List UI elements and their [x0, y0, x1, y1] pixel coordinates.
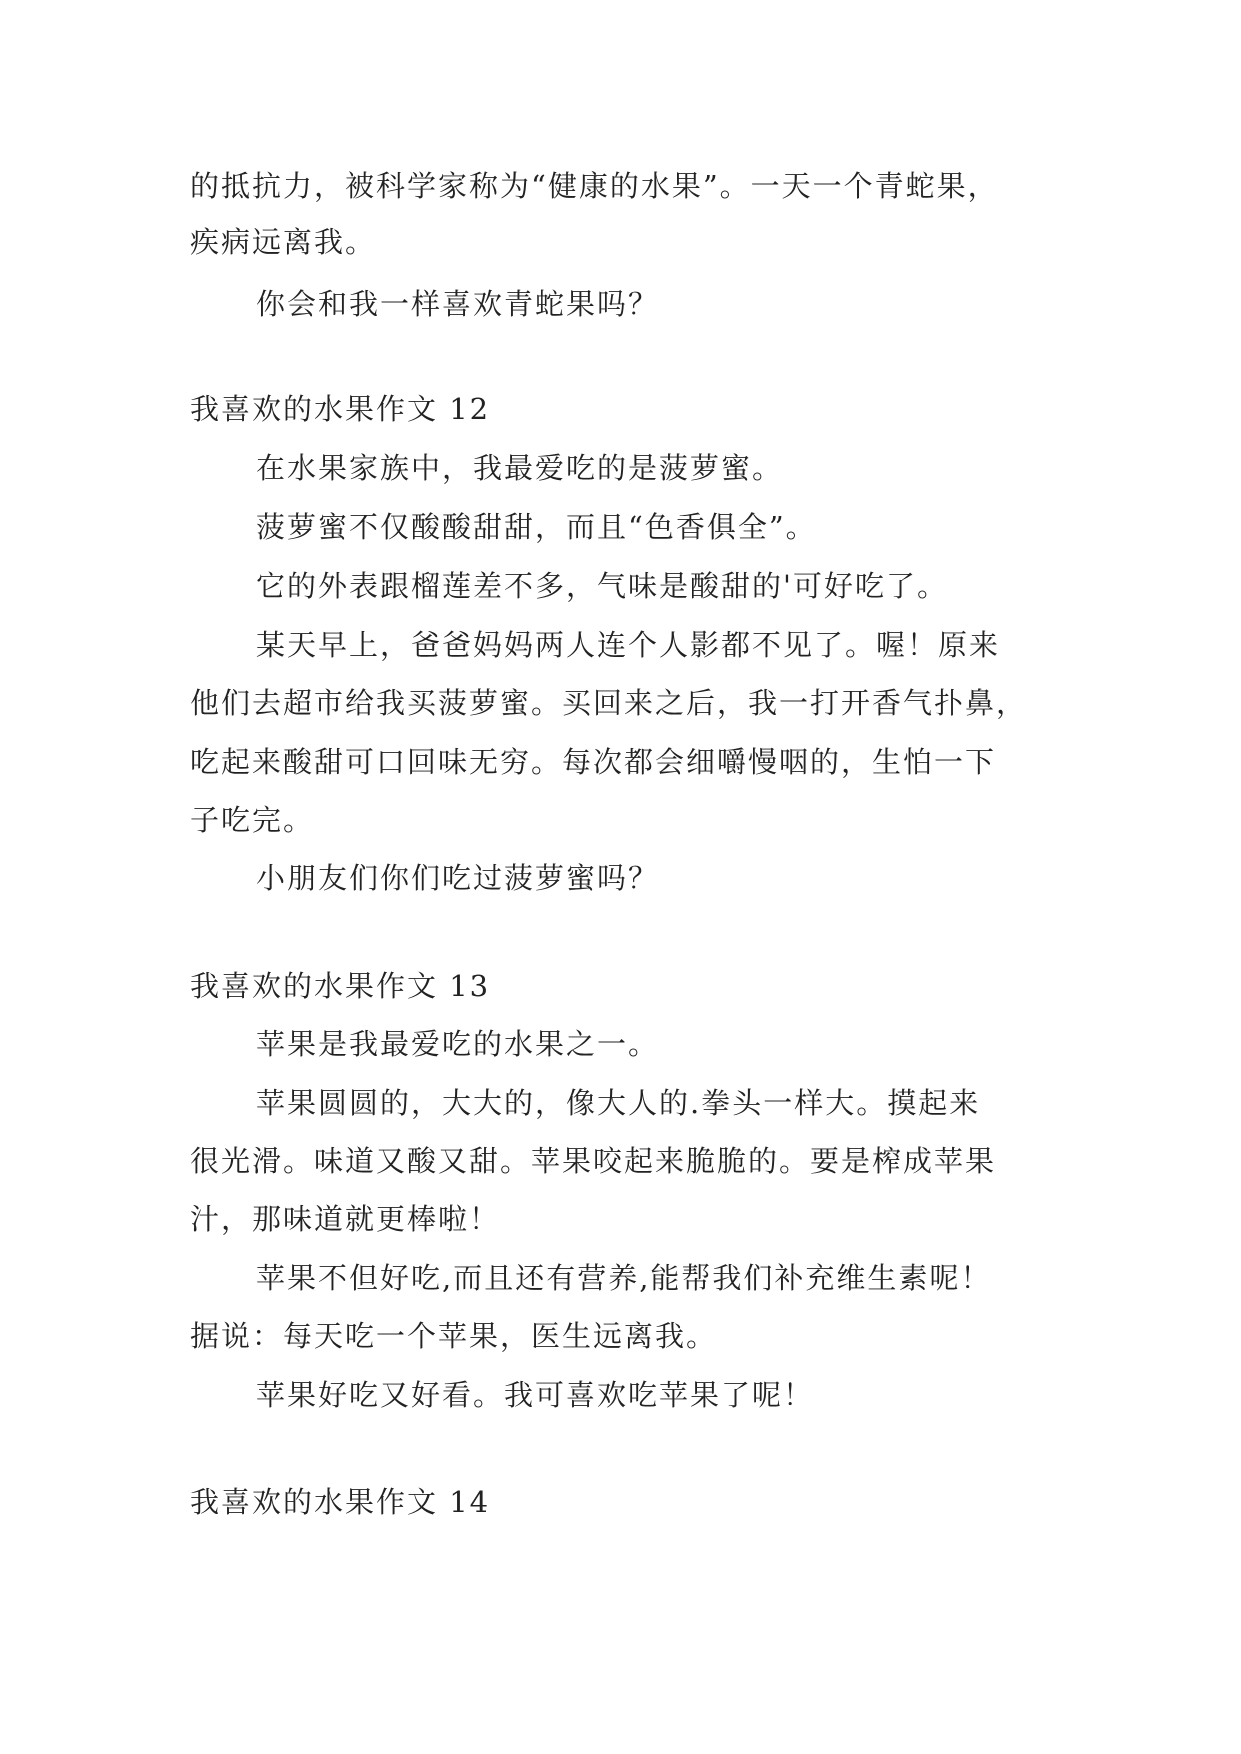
text-line: 他们去超市给我买菠萝蜜。买回来之后，我一打开香气扑鼻，	[190, 686, 1028, 720]
text-line: 菠萝蜜不仅酸酸甜甜，而且“色香俱全”。	[256, 510, 817, 544]
text-line: 子吃完。	[190, 803, 315, 837]
text-line: 汁，那味道就更棒啦！	[190, 1202, 501, 1236]
section-heading: 我喜欢的水果作文 12	[190, 392, 491, 426]
text-line: 某天早上，爸爸妈妈两人连个人影都不见了。喔！原来	[256, 628, 1001, 662]
text-line: 你会和我一样喜欢青蛇果吗？	[256, 287, 660, 321]
text-line: 苹果是我最爱吃的水果之一。	[256, 1027, 660, 1061]
section-heading: 我喜欢的水果作文 14	[190, 1485, 491, 1519]
text-line: 苹果不但好吃,而且还有营养,能帮我们补充维生素呢！	[256, 1261, 992, 1295]
text-line: 小朋友们你们吃过菠萝蜜吗？	[256, 861, 660, 895]
text-line: 在水果家族中，我最爱吃的是菠萝蜜。	[256, 451, 784, 485]
text-line: 苹果圆圆的，大大的，像大人的.拳头一样大。摸起来	[256, 1086, 981, 1120]
text-line: 它的外表跟榴莲差不多，气味是酸甜的'可好吃了。	[256, 569, 948, 603]
text-line: 很光滑。味道又酸又甜。苹果咬起来脆脆的。要是榨成苹果	[190, 1144, 997, 1178]
text-line: 吃起来酸甜可口回味无穷。每次都会细嚼慢咽的，生怕一下	[190, 745, 997, 779]
text-line: 苹果好吃又好看。我可喜欢吃苹果了呢！	[256, 1378, 815, 1412]
section-heading: 我喜欢的水果作文 13	[190, 969, 491, 1003]
text-line: 的抵抗力，被科学家称为“健康的水果”。一天一个青蛇果，	[190, 169, 999, 203]
text-line: 疾病远离我。	[190, 225, 377, 259]
text-line: 据说：每天吃一个苹果，医生远离我。	[190, 1319, 718, 1353]
